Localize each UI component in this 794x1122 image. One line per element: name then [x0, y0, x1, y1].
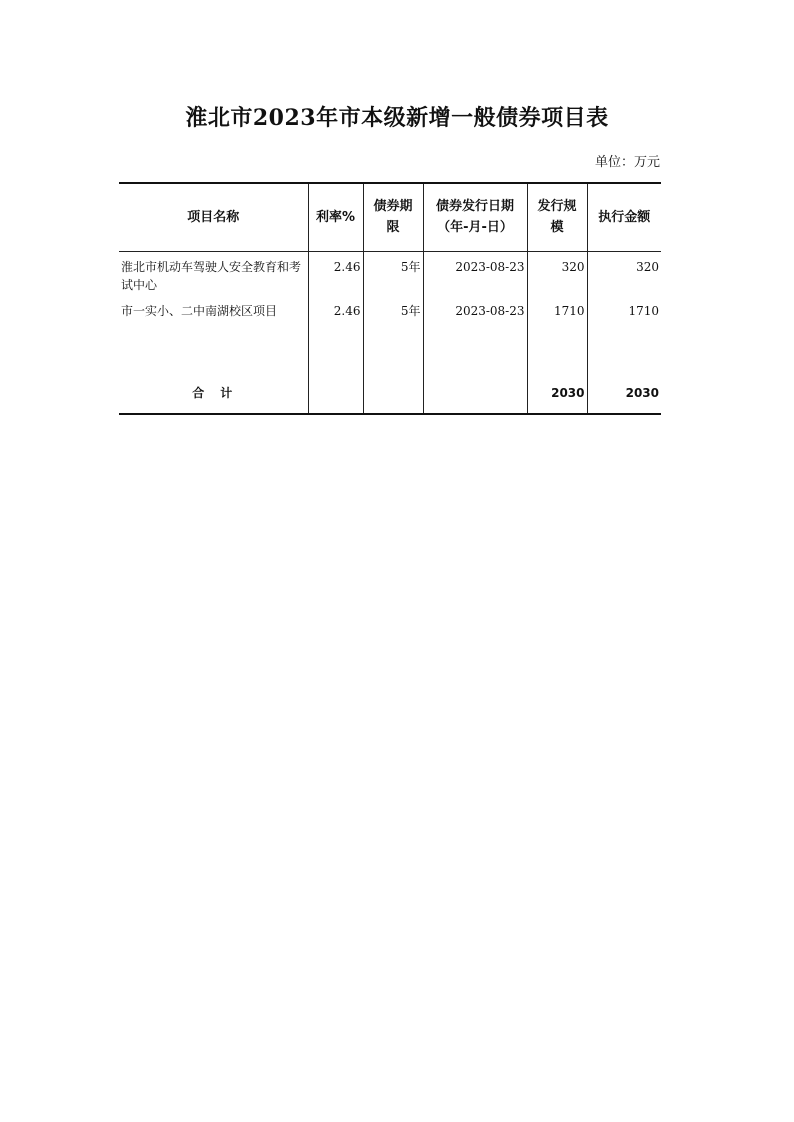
issue-scale-cell: 320 — [527, 251, 587, 296]
total-executed-amount: 2030 — [587, 372, 661, 414]
total-issue-scale: 2030 — [527, 372, 587, 414]
table-row — [119, 251, 661, 296]
header-executed-amount: 执行金额 — [587, 183, 661, 251]
empty-cell — [363, 372, 423, 414]
header-project-name: 项目名称 — [187, 209, 240, 225]
bond-project-table — [119, 182, 661, 415]
header-rate: 利率% — [308, 183, 363, 251]
header-term: 债券期限 — [363, 183, 423, 251]
table-row — [119, 296, 661, 336]
empty-cell — [119, 336, 308, 372]
term-cell: 5年 — [363, 296, 423, 336]
project-name-cell: 淮北市机动车驾驶人安全教育和考试中心 — [121, 259, 302, 292]
executed-amount-cell: 1710 — [587, 296, 661, 336]
total-row — [119, 372, 661, 414]
header-issue-scale: 发行规模 — [527, 183, 587, 251]
issue-date-cell: 2023-08-23 — [423, 296, 527, 336]
empty-cell — [423, 372, 527, 414]
empty-cell — [363, 336, 423, 372]
issue-date-cell: 2023-08-23 — [423, 251, 527, 296]
project-name-cell: 市一实小、二中南湖校区项目 — [121, 304, 278, 318]
empty-cell — [587, 336, 661, 372]
page-title: 淮北市2023年市本级新增一般债券项目表 — [185, 105, 609, 131]
issue-scale-cell: 1710 — [527, 296, 587, 336]
empty-cell — [527, 336, 587, 372]
empty-cell — [308, 336, 363, 372]
executed-amount-cell: 320 — [587, 251, 661, 296]
empty-cell — [308, 372, 363, 414]
table-header-row — [119, 183, 661, 251]
header-issue-date: 债券发行日期（年-月-日） — [423, 183, 527, 251]
term-cell: 5年 — [363, 251, 423, 296]
rate-cell: 2.46 — [308, 296, 363, 336]
total-label: 合计 — [192, 385, 249, 400]
rate-cell: 2.46 — [308, 251, 363, 296]
empty-row — [119, 336, 661, 372]
empty-cell — [423, 336, 527, 372]
unit-label: 单位：万元 — [594, 155, 660, 170]
